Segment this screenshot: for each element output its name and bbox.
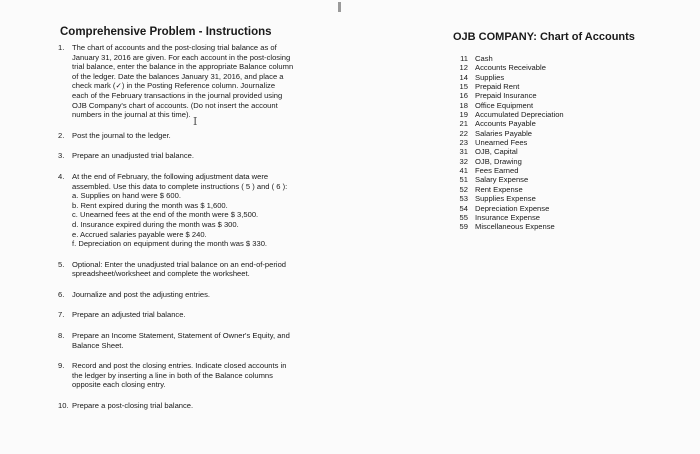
instruction-number: 4. — [58, 171, 65, 181]
account-name: Prepaid Insurance — [475, 91, 537, 101]
adjustment-item: f. Depreciation on equipment during the month was $ 330. — [72, 239, 268, 249]
account-row — [447, 82, 687, 91]
instruction-text: Prepare an unadjusted trial balance. — [72, 151, 195, 161]
account-row — [447, 119, 687, 128]
adjustment-item: b. Rent expired during the month was $ 1,600. — [72, 200, 228, 210]
account-number: 54 — [459, 203, 468, 213]
instruction-number: 9. — [58, 361, 65, 371]
instructions-title: Comprehensive Problem - Instructions — [60, 26, 272, 38]
adjustment-item: c. Unearned fees at the end of the month were $ 3,500. — [72, 210, 259, 220]
instruction-text: Record and post the closing entries. Indicate closed accounts in the ledger by inserting a line in both of the Balance columns opposite each closing entry. — [72, 361, 287, 390]
account-number: 41 — [459, 166, 468, 176]
account-row — [447, 54, 687, 63]
account-number: 23 — [459, 138, 468, 148]
account-name: Insurance Expense — [475, 212, 541, 222]
account-row — [447, 204, 687, 213]
instruction-item-7 — [58, 310, 348, 320]
instruction-text: Post the journal to the ledger. — [72, 130, 171, 140]
instruction-text: Prepare a post-closing trial balance. — [72, 401, 194, 411]
account-name: OJB, Capital — [475, 147, 518, 157]
account-row — [447, 129, 687, 138]
adjustment-item: a. Supplies on hand were $ 600. — [72, 191, 181, 201]
account-row — [447, 185, 687, 194]
account-name: Miscellaneous Expense — [475, 222, 555, 232]
account-row — [447, 166, 687, 175]
instruction-number: 6. — [58, 289, 65, 299]
account-number: 59 — [459, 222, 468, 232]
account-name: Accumulated Depreciation — [475, 110, 564, 120]
account-row — [447, 147, 687, 156]
instruction-item-5 — [58, 260, 348, 279]
account-number: 15 — [459, 82, 468, 92]
account-row — [447, 213, 687, 222]
account-row — [447, 194, 687, 203]
account-name: Supplies — [475, 72, 505, 82]
account-name: Salary Expense — [475, 175, 529, 185]
instruction-text: Journalize and post the adjusting entries. — [72, 289, 211, 299]
instruction-number: 1. — [58, 43, 65, 52]
account-number: 21 — [459, 119, 468, 129]
account-number: 19 — [459, 110, 468, 120]
account-number: 31 — [459, 147, 468, 157]
instruction-item-1 — [58, 43, 348, 120]
scroll-marker — [338, 2, 341, 12]
instruction-text: Optional: Enter the unadjusted trial balance on an end-of-period spreadsheet/worksheet and complete the worksheet. — [72, 259, 287, 279]
instruction-text: The chart of accounts and the post-closing trial balance as of January 31, 2016 are given. For each account in the post-closing trial balance, enter the balance in the appropriate Balance column of the ledger. Date the balances January 31, 2016, and place a check mark (✓) in the Posting Reference column. Journalize each of the February transactions in the journal provided using OJB Company's chart of accounts. (Do not insert the account numbers in the journal at this time). — [72, 43, 294, 120]
instruction-number: 8. — [58, 331, 65, 341]
instruction-item-6 — [58, 290, 348, 300]
accounts-list — [447, 54, 687, 232]
account-name: Unearned Fees — [475, 138, 528, 148]
instruction-item-10 — [58, 401, 348, 411]
account-name: Salaries Payable — [475, 128, 532, 138]
instructions-panel — [58, 26, 348, 422]
account-number: 53 — [459, 194, 468, 204]
chart-of-accounts-panel — [447, 31, 687, 232]
account-number: 18 — [459, 100, 468, 110]
account-name: OJB, Drawing — [475, 156, 522, 166]
account-name: Accounts Receivable — [475, 63, 546, 73]
account-row — [447, 110, 687, 119]
account-number: 14 — [459, 72, 468, 82]
adjustment-item: e. Accrued salaries payable were $ 240. — [72, 229, 207, 239]
account-row — [447, 101, 687, 110]
account-number: 55 — [459, 212, 468, 222]
instruction-number: 3. — [58, 151, 65, 161]
account-row — [447, 157, 687, 166]
instruction-number: 10. — [58, 401, 69, 411]
account-row — [447, 222, 687, 231]
instruction-text: At the end of February, the following adjustment data were assembled. Use this data to complete instructions ( 5 ) and ( 6 ): — [72, 171, 288, 191]
account-number: 51 — [459, 175, 468, 185]
account-name: Rent Expense — [475, 184, 523, 194]
account-name: Prepaid Rent — [475, 82, 520, 92]
instruction-item-9 — [58, 361, 348, 390]
account-row — [447, 73, 687, 82]
instruction-number: 7. — [58, 310, 65, 320]
account-name: Supplies Expense — [475, 194, 536, 204]
account-name: Fees Earned — [475, 166, 519, 176]
instruction-item-4 — [58, 172, 348, 249]
account-row — [447, 138, 687, 147]
account-number: 32 — [459, 156, 468, 166]
chart-of-accounts-title: OJB COMPANY: Chart of Accounts — [453, 31, 635, 43]
account-number: 11 — [460, 54, 468, 63]
account-number: 52 — [459, 184, 468, 194]
instruction-item-8 — [58, 331, 348, 350]
instruction-number: 2. — [58, 130, 65, 140]
account-name: Accounts Payable — [475, 119, 536, 129]
instruction-text: Prepare an Income Statement, Statement of Owner's Equity, and Balance Sheet. — [72, 331, 290, 350]
account-name: Cash — [475, 54, 493, 63]
account-name: Depreciation Expense — [475, 203, 550, 213]
account-number: 12 — [459, 63, 468, 73]
account-row — [447, 175, 687, 184]
instruction-number: 5. — [58, 259, 65, 269]
account-name: Office Equipment — [475, 100, 534, 110]
account-number: 16 — [459, 91, 468, 101]
account-row — [447, 91, 687, 100]
instruction-text: Prepare an adjusted trial balance. — [72, 310, 186, 320]
adjustment-item: d. Insurance expired during the month was $ 300. — [72, 219, 239, 229]
text-cursor-icon: I — [193, 115, 198, 128]
account-row — [447, 63, 687, 72]
instruction-item-3 — [58, 151, 348, 161]
adjustment-data-list — [72, 191, 348, 249]
instruction-item-2 — [58, 131, 348, 141]
account-number: 22 — [459, 128, 468, 138]
